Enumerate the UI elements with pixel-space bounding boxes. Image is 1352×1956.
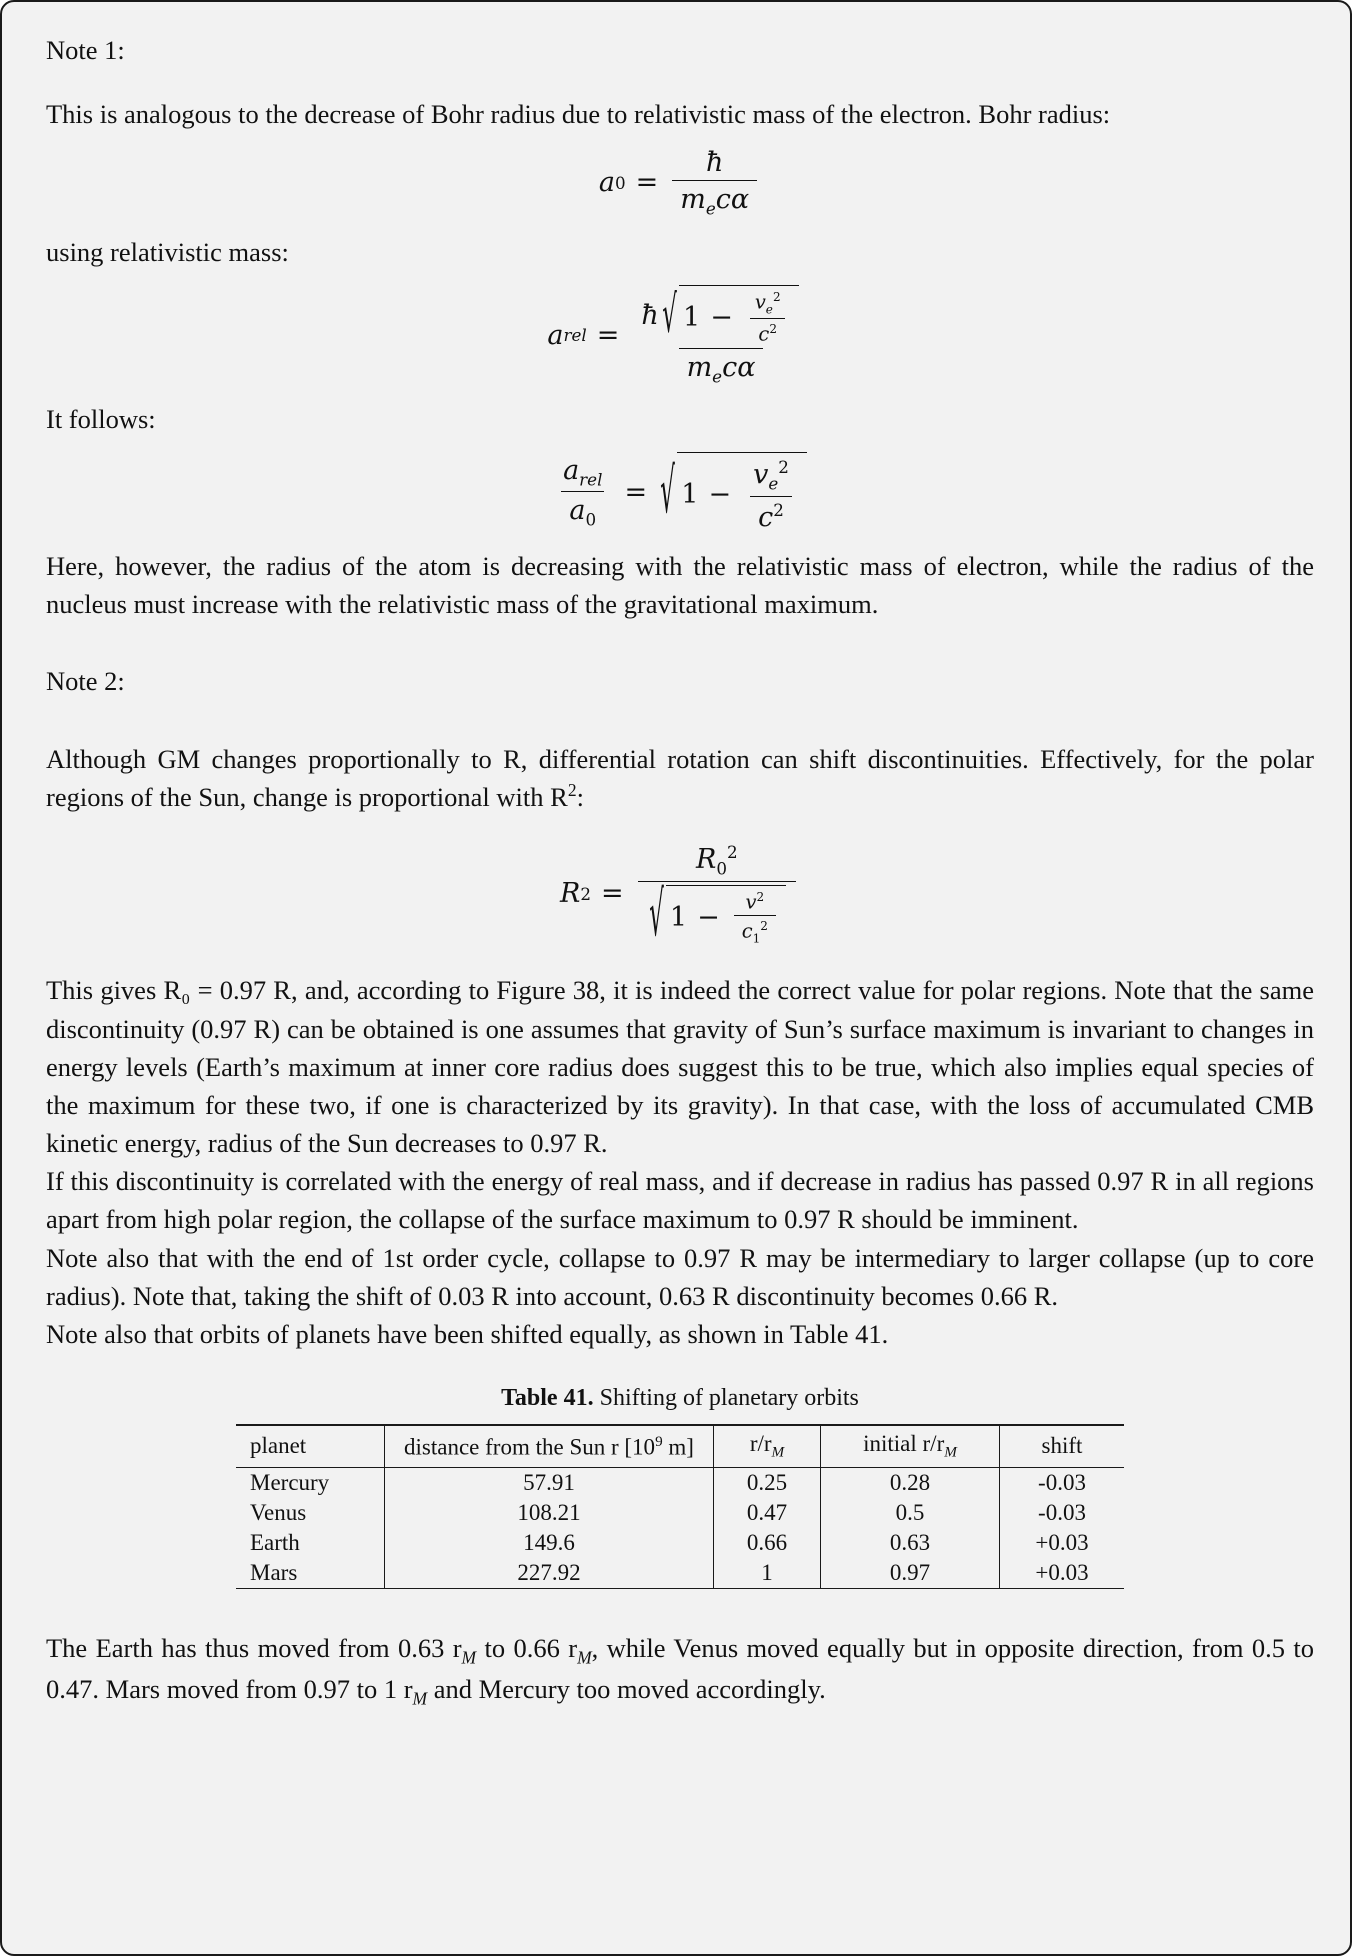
closing-part-b: to 0.66 r xyxy=(476,1632,578,1663)
eq1-den-c: c xyxy=(715,184,731,216)
equation-radius-squared xyxy=(46,842,1314,951)
eq2-c-sup: 2 xyxy=(769,322,777,337)
header-distance-exponent: 9 xyxy=(655,1432,663,1450)
closing-paragraph xyxy=(46,1629,1314,1712)
note2-paragraph-3: If this discontinuity is correlated with the energy of real mass, and if decrease in radius has passed 0.97 R in all regions apart from high polar region, the collapse of the surface maximum to 0.97 R should be imminent. xyxy=(46,1166,1314,1235)
eq2-radicand xyxy=(679,285,799,346)
eq1-lhs-subscript: 0 xyxy=(614,172,626,193)
cell-ratio: 0.66 xyxy=(714,1528,821,1558)
closing-sub-2: M xyxy=(577,1646,592,1667)
header-initial-ratio xyxy=(821,1425,1000,1467)
header-distance-unit: m] xyxy=(662,1434,694,1460)
eq2-lhs-subscript: rel xyxy=(563,325,587,346)
equation-ratio xyxy=(46,452,1314,532)
note2-paragraph-5: Note also that orbits of planets have been shifted equally, as shown in Table 41. xyxy=(46,1318,889,1349)
eq3-a-rel: a xyxy=(563,454,580,486)
note2-p1-colon: : xyxy=(576,782,584,813)
note1-closing-paragraph: Here, however, the radius of the atom is decreasing with the relativistic mass of electron, while the radius of the nucleus must increase with the relativistic mass of the gravitational maximum. xyxy=(46,550,1314,619)
eq4-inner-num xyxy=(737,890,772,915)
eq3-lhs-fraction xyxy=(555,455,610,530)
table-body xyxy=(236,1467,1124,1588)
note2-p1-superscript: 2 xyxy=(567,780,577,801)
table-row xyxy=(236,1467,1124,1498)
note1-it-follows-line: It follows: xyxy=(46,404,156,434)
eq2-equals: = xyxy=(596,319,620,351)
eq4-numerator xyxy=(688,842,746,880)
eq2-c: c xyxy=(758,322,770,346)
radical-icon: √ xyxy=(660,456,675,528)
cell-shift: +0.03 xyxy=(1000,1558,1125,1589)
cell-distance: 149.6 xyxy=(385,1528,714,1558)
eq3-v-sup: 2 xyxy=(778,457,789,478)
table-caption-text: Shifting of planetary orbits xyxy=(593,1385,859,1412)
eq2-den-alpha: α xyxy=(737,351,756,383)
header-distance xyxy=(385,1425,714,1467)
eq4-c: c xyxy=(741,919,753,943)
header-initial-text: initial r/r xyxy=(863,1431,945,1457)
eq1-numerator: ħ xyxy=(705,147,724,179)
header-initial-sub: M xyxy=(944,1443,957,1461)
cell-distance: 108.21 xyxy=(385,1498,714,1528)
cell-planet: Mars xyxy=(250,1559,298,1585)
eq1-denominator xyxy=(672,180,757,218)
closing-part-d: and Mercury too moved accordingly. xyxy=(427,1674,826,1705)
eq4-R0: R xyxy=(695,844,717,876)
cell-initial: 0.28 xyxy=(821,1467,1000,1498)
table-41-block xyxy=(46,1385,1314,1589)
eq4-v-sup: 2 xyxy=(756,889,765,904)
eq3-lhs-num xyxy=(555,455,610,491)
eq3-inner-fraction xyxy=(745,457,797,532)
eq2-numerator xyxy=(633,285,808,348)
eq1-fraction xyxy=(672,147,757,218)
eq1-den-mass: m xyxy=(680,184,706,216)
note2-p1-text: Although GM changes proportionally to R, differential rotation can shift discontinuities. Effectively, for the polar regions of the Sun, change is proportional with R xyxy=(46,743,1314,813)
eq4-lhs-symbol: R xyxy=(560,878,581,910)
radical-icon: √ xyxy=(648,879,664,951)
radical-icon: √ xyxy=(662,285,677,345)
eq4-c-sub: 1 xyxy=(752,931,761,946)
note2-paragraph-2: This gives R₀ = 0.97 R, and, according to Figure 38, it is indeed the correct value for polar regions. Note that the same discontinuity (0.97 R) can be obtained is one assumes that gravity of Sun’s surface maximum is invariant to changes in energy levels (Earth’s maximum at inner core radius does suggest this to be true, which also implies equal species of the maximum for these two, if one is characterized by its gravity). In that case, with the loss of accumulated CMB kinetic energy, radius of the Sun decreases to 0.97 R. xyxy=(46,975,1314,1159)
cell-planet: Venus xyxy=(250,1499,307,1525)
cell-initial: 0.97 xyxy=(821,1558,1000,1589)
cell-shift: -0.03 xyxy=(1000,1498,1125,1528)
header-ratio xyxy=(714,1425,821,1467)
cell-ratio: 1 xyxy=(714,1558,821,1589)
eq4-radicand xyxy=(666,885,786,946)
note1-label: Note 1: xyxy=(46,35,125,65)
eq1-den-alpha: α xyxy=(730,184,750,216)
eq4-v: v xyxy=(745,890,757,914)
cell-initial: 0.63 xyxy=(821,1528,1000,1558)
table-row xyxy=(236,1528,1124,1558)
eq2-v-sup: 2 xyxy=(772,289,781,304)
closing-part-c: , while Venus moved equally but in opposite direction, from 0.5 to 0.47. Mars moved from 0.97 to 1 r xyxy=(46,1632,1315,1705)
eq4-inner-den xyxy=(734,915,776,945)
eq3-a-rel-sub: rel xyxy=(579,469,603,490)
eq3-v-sub: e xyxy=(768,473,779,494)
eq3-one: 1 xyxy=(681,479,699,511)
eq3-a0: a xyxy=(569,495,586,527)
eq2-denominator xyxy=(679,348,764,386)
table-header-row xyxy=(236,1425,1124,1467)
eq4-R0-sup: 2 xyxy=(726,842,738,863)
eq3-inner-num xyxy=(745,457,797,495)
eq2-v: v xyxy=(754,290,766,314)
cell-distance: 57.91 xyxy=(385,1467,714,1498)
header-ratio-sub: M xyxy=(771,1443,785,1461)
note2-paragraph-1 xyxy=(46,740,1314,816)
header-distance-text: distance from the Sun r [10 xyxy=(404,1434,656,1460)
eq3-radicand xyxy=(677,452,807,532)
closing-sub-3: M xyxy=(412,1688,428,1709)
eq4-inner-fraction xyxy=(734,890,776,946)
table-caption xyxy=(46,1385,1314,1412)
equation-bohr-radius xyxy=(46,147,1314,218)
header-planet: planet xyxy=(250,1433,307,1459)
note1-intro-paragraph: This is analogous to the decrease of Bohr radius due to relativistic mass of the electron. Bohr radius: xyxy=(46,99,1111,130)
eq4-denominator xyxy=(638,879,796,951)
header-ratio-text: r/r xyxy=(749,1431,772,1457)
equation-bohr-relativistic xyxy=(46,285,1314,386)
cell-ratio: 0.47 xyxy=(714,1498,821,1528)
eq4-sqrt xyxy=(648,879,786,951)
cell-distance: 227.92 xyxy=(385,1558,714,1589)
eq2-den-c: c xyxy=(722,351,738,383)
eq3-lhs-den xyxy=(561,491,604,529)
eq2-den-mass-sub: e xyxy=(712,366,723,386)
cell-ratio: 0.25 xyxy=(714,1467,821,1498)
closing-sub-1: M xyxy=(461,1646,477,1667)
eq3-minus: − xyxy=(708,479,732,511)
eq3-c: c xyxy=(758,501,774,533)
eq2-one: 1 xyxy=(683,302,701,334)
note2-paragraph-4: Note also that with the end of 1st order cycle, collapse to 0.97 R may be intermediary to larger collapse (up to core radius). Note that, taking the shift of 0.03 R into account, 0.63 R discontinuity becomes 0.66 R. xyxy=(46,1242,1314,1311)
eq4-one: 1 xyxy=(669,902,688,934)
eq2-fraction xyxy=(633,285,808,386)
cell-initial: 0.5 xyxy=(821,1498,1000,1528)
eq1-den-mass-sub: e xyxy=(705,198,716,219)
eq3-sqrt xyxy=(659,452,807,532)
eq4-lhs-superscript: 2 xyxy=(580,883,592,904)
eq2-minus: − xyxy=(710,302,733,334)
eq4-fraction xyxy=(638,842,796,951)
eq2-v-sub: e xyxy=(765,302,773,317)
closing-part-a: The Earth has thus moved from 0.63 r xyxy=(46,1632,462,1663)
eq3-equals: = xyxy=(624,476,648,508)
eq4-c-sup: 2 xyxy=(760,919,768,934)
planetary-orbits-table xyxy=(236,1424,1124,1589)
eq2-lhs-symbol: a xyxy=(547,319,564,351)
table-row xyxy=(236,1558,1124,1589)
eq2-sqrt xyxy=(661,285,799,346)
eq4-equals: = xyxy=(601,878,624,910)
eq2-hbar: ħ xyxy=(641,299,659,331)
note1-using-mass-line: using relativistic mass: xyxy=(46,236,289,267)
eq4-R0-sub: 0 xyxy=(716,858,727,879)
eq3-inner-den xyxy=(750,496,792,533)
eq3-v: v xyxy=(753,459,769,491)
eq3-c-sup: 2 xyxy=(773,499,784,520)
header-shift: shift xyxy=(1000,1425,1125,1467)
eq2-inner-num xyxy=(747,290,789,318)
eq1-equals: = xyxy=(635,167,659,199)
table-caption-label: Table 41. xyxy=(501,1385,594,1412)
eq2-inner-den xyxy=(750,318,785,345)
eq2-den-mass: m xyxy=(686,351,713,383)
note2-label: Note 2: xyxy=(46,665,125,696)
table-row xyxy=(236,1498,1124,1528)
cell-shift: -0.03 xyxy=(1000,1467,1125,1498)
cell-planet: Mercury xyxy=(250,1469,330,1495)
cell-planet: Earth xyxy=(250,1529,300,1555)
table-head xyxy=(236,1425,1124,1467)
eq4-minus: − xyxy=(697,902,720,934)
eq3-a0-sub: 0 xyxy=(585,509,597,530)
eq1-lhs-symbol: a xyxy=(598,167,615,199)
cell-shift: +0.03 xyxy=(1000,1528,1125,1558)
eq2-inner-fraction xyxy=(747,290,789,346)
